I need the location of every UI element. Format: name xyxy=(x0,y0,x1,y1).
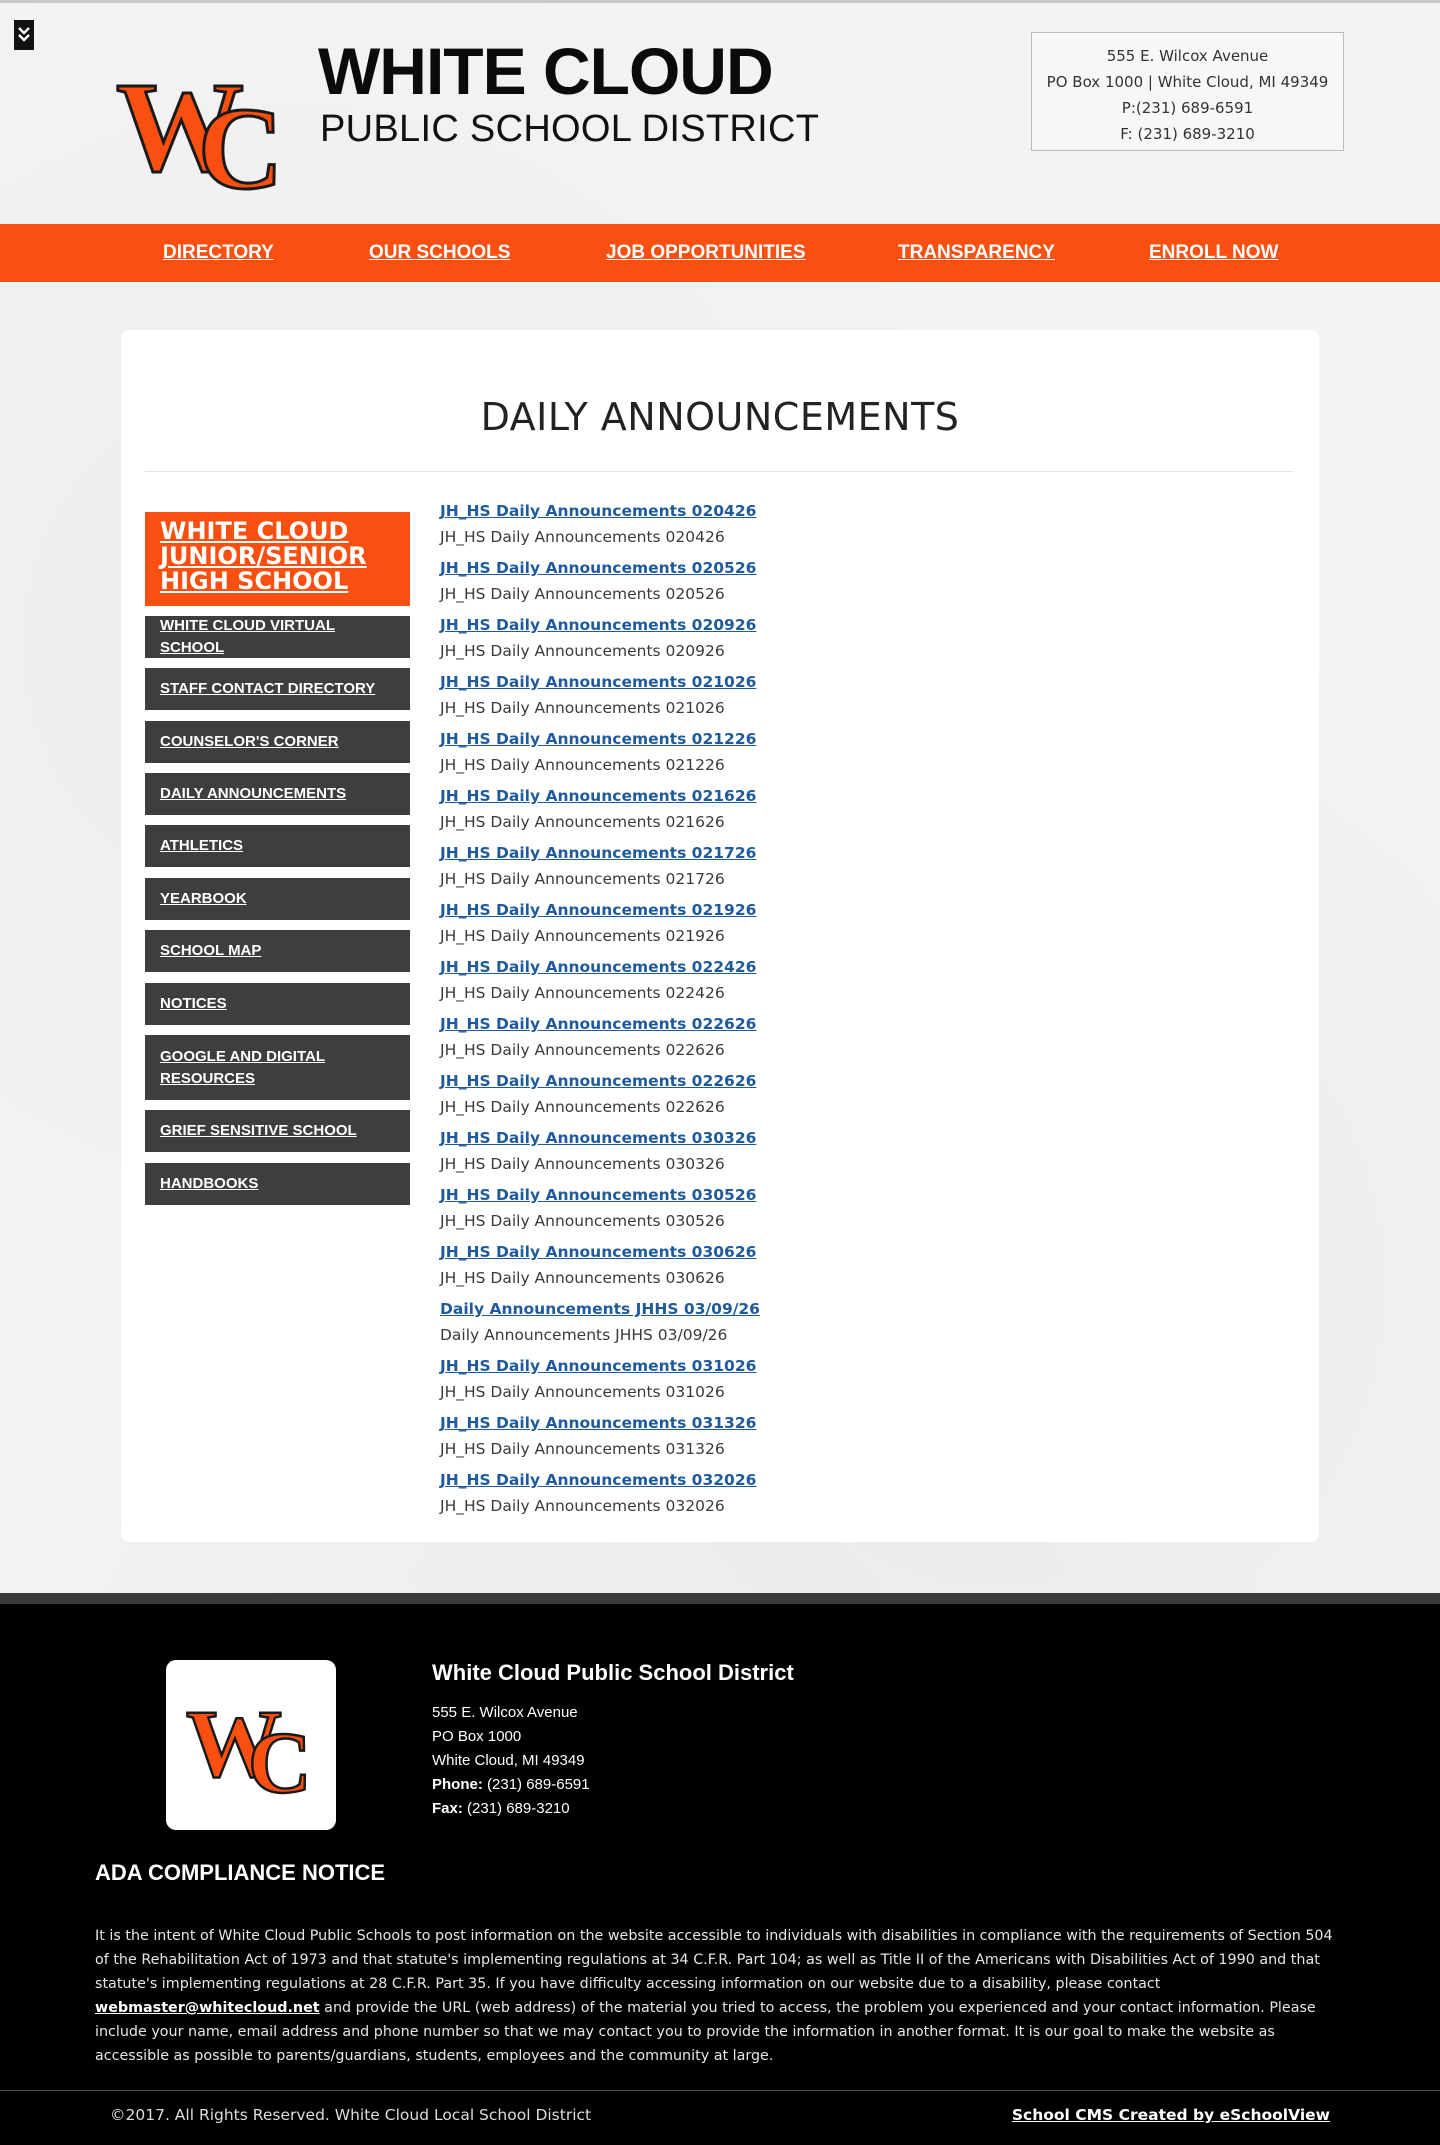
announcement-link[interactable]: JH_HS Daily Announcements 030326 xyxy=(440,1129,757,1147)
nav-our-schools[interactable]: OUR SCHOOLS xyxy=(369,242,511,263)
announcement-description: JH_HS Daily Announcements 021626 xyxy=(440,813,725,831)
announcement-description: JH_HS Daily Announcements 022626 xyxy=(440,1098,725,1116)
sidebar-item-yearbook[interactable]: YEARBOOK xyxy=(145,878,410,920)
nav-enroll-now[interactable]: ENROLL NOW xyxy=(1149,242,1279,263)
wc-logo-icon[interactable] xyxy=(110,48,290,196)
announcement-link[interactable]: JH_HS Daily Announcements 022626 xyxy=(440,1015,757,1033)
announcement-description: Daily Announcements JHHS 03/09/26 xyxy=(440,1326,728,1344)
ada-notice xyxy=(95,1924,1345,2068)
ada-title: ADA COMPLIANCE NOTICE xyxy=(95,1860,386,1885)
sidebar-item-athletics[interactable]: ATHLETICS xyxy=(145,825,410,867)
footer-fax-value: (231) 689-3210 xyxy=(467,1800,570,1817)
announcement-description: JH_HS Daily Announcements 031026 xyxy=(440,1383,725,1401)
footer-po-box: PO Box 1000 xyxy=(432,1728,522,1745)
announcement-description: JH_HS Daily Announcements 022426 xyxy=(440,984,725,1002)
copyright: ©2017. All Rights Reserved. White Cloud Local School District xyxy=(110,2106,592,2124)
announcement-description: JH_HS Daily Announcements 022626 xyxy=(440,1041,725,1059)
announcement-description: JH_HS Daily Announcements 021926 xyxy=(440,927,725,945)
announcement-description: JH_HS Daily Announcements 020426 xyxy=(440,528,725,546)
announcement-link[interactable]: JH_HS Daily Announcements 031026 xyxy=(440,1357,757,1375)
announcement-description: JH_HS Daily Announcements 031326 xyxy=(440,1440,725,1458)
svg-text:C: C xyxy=(198,83,284,196)
svg-text:C: C xyxy=(248,1715,312,1798)
page-title: DAILY ANNOUNCEMENTS xyxy=(480,395,960,439)
header-street: 555 E. Wilcox Avenue xyxy=(1106,47,1269,65)
ada-text-before: It is the intent of White Cloud Public Schools to post information on the website accessible to individuals with disabilities in compliance with the requirements of Section 504 of the Rehabilitation Act of 1973 and that statute's implementing regulations at 34 C.F.R. Part 104; as well as Title II of the Americans with Disabilities Act of 1990 and that statute's implementing regulations at 28 C.F.R. Part 35. If you have difficulty accessing information on our website due to a disability, please contact xyxy=(95,1928,1333,1992)
footer-fax xyxy=(432,1800,570,1817)
sidebar-item-grief-sensitive-school[interactable]: GRIEF SENSITIVE SCHOOL xyxy=(145,1110,410,1152)
announcement-description: JH_HS Daily Announcements 030526 xyxy=(440,1212,725,1230)
footer-city: White Cloud, MI 49349 xyxy=(432,1752,585,1769)
sidebar-item-virtual-school[interactable]: WHITE CLOUD VIRTUAL SCHOOL xyxy=(145,616,410,658)
sidebar-item-counselors-corner[interactable]: COUNSELOR'S CORNER xyxy=(145,721,410,763)
footer-street: 555 E. Wilcox Avenue xyxy=(432,1704,578,1721)
announcement-link[interactable]: JH_HS Daily Announcements 032026 xyxy=(440,1471,757,1489)
announcement-link[interactable]: JH_HS Daily Announcements 020426 xyxy=(440,502,757,520)
announcement-description: JH_HS Daily Announcements 032026 xyxy=(440,1497,725,1515)
svg-text:W: W xyxy=(186,1690,266,1797)
footer-phone xyxy=(432,1776,590,1793)
announcement-description: JH_HS Daily Announcements 020526 xyxy=(440,585,725,603)
nav-directory[interactable]: DIRECTORY xyxy=(163,242,274,263)
announcement-link[interactable]: JH_HS Daily Announcements 022626 xyxy=(440,1072,757,1090)
sidebar-item-staff-directory[interactable]: STAFF CONTACT DIRECTORY xyxy=(145,668,410,710)
announcement-description: JH_HS Daily Announcements 030326 xyxy=(440,1155,725,1173)
nav-job-opportunities[interactable]: JOB OPPORTUNITIES xyxy=(606,242,806,263)
header-address-box xyxy=(1031,32,1344,151)
announcement-link[interactable]: JH_HS Daily Announcements 021726 xyxy=(440,844,757,862)
footer-org-name: White Cloud Public School District xyxy=(432,1660,794,1685)
sidebar-item-google-digital-resources[interactable]: GOOGLE AND DIGITAL RESOURCES xyxy=(145,1035,410,1100)
announcement-link[interactable]: JH_HS Daily Announcements 020926 xyxy=(440,616,757,634)
footer-phone-label: Phone: xyxy=(432,1776,483,1793)
district-subtitle: PUBLIC SCHOOL DISTRICT xyxy=(320,108,820,150)
title-divider xyxy=(145,471,1293,472)
double-chevron-down-icon[interactable] xyxy=(14,20,34,50)
sidebar-item-handbooks[interactable]: HANDBOOKS xyxy=(145,1163,410,1205)
announcement-link[interactable]: JH_HS Daily Announcements 021626 xyxy=(440,787,757,805)
ada-email-link[interactable]: webmaster@whitecloud.net xyxy=(95,2000,320,2016)
footer-top-strip xyxy=(0,1593,1440,1604)
announcement-description: JH_HS Daily Announcements 020926 xyxy=(440,642,725,660)
footer-wc-logo-icon xyxy=(184,1686,318,1798)
header-fax: F: (231) 689-3210 xyxy=(1120,125,1255,143)
sidebar-item-daily-announcements[interactable]: DAILY ANNOUNCEMENTS xyxy=(145,773,410,815)
announcement-link[interactable]: JH_HS Daily Announcements 021226 xyxy=(440,730,757,748)
footer-fax-label: Fax: xyxy=(432,1800,463,1817)
sidebar-item-notices[interactable]: NOTICES xyxy=(145,983,410,1025)
svg-text:W: W xyxy=(116,56,222,196)
footer-phone-value: (231) 689-6591 xyxy=(487,1776,590,1793)
announcement-link[interactable]: Daily Announcements JHHS 03/09/26 xyxy=(440,1300,760,1318)
top-border xyxy=(0,0,1440,3)
announcement-link[interactable]: JH_HS Daily Announcements 021026 xyxy=(440,673,757,691)
announcement-link[interactable]: JH_HS Daily Announcements 031326 xyxy=(440,1414,757,1432)
announcement-link[interactable]: JH_HS Daily Announcements 030626 xyxy=(440,1243,757,1261)
nav-transparency[interactable]: TRANSPARENCY xyxy=(898,242,1055,263)
announcement-link[interactable]: JH_HS Daily Announcements 021926 xyxy=(440,901,757,919)
announcement-link[interactable]: JH_HS Daily Announcements 020526 xyxy=(440,559,757,577)
announcement-description: JH_HS Daily Announcements 030626 xyxy=(440,1269,725,1287)
sidebar-item-school-map[interactable]: SCHOOL MAP xyxy=(145,930,410,972)
announcement-description: JH_HS Daily Announcements 021226 xyxy=(440,756,725,774)
header-po-box: PO Box 1000 | White Cloud, MI 49349 xyxy=(1046,73,1329,91)
announcement-link[interactable]: JH_HS Daily Announcements 022426 xyxy=(440,958,757,976)
announcement-link[interactable]: JH_HS Daily Announcements 030526 xyxy=(440,1186,757,1204)
ada-text-after: and provide the URL (web address) of the material you tried to access, the problem you experienced and your contact information. Please include your name, email address and phone number so that we may contact you to provide the information in another format. It is our goal to make the website as accessible as possible to parents/guardians, students, employees and the community at large. xyxy=(95,2000,1316,2064)
announcement-description: JH_HS Daily Announcements 021726 xyxy=(440,870,725,888)
sidebar-heading-link[interactable]: WHITE CLOUD JUNIOR/SENIOR HIGH SCHOOL xyxy=(145,512,410,606)
announcement-description: JH_HS Daily Announcements 021026 xyxy=(440,699,725,717)
header-phone: P:(231) 689-6591 xyxy=(1121,99,1254,117)
main-nav xyxy=(0,224,1440,282)
district-title: WHITE CLOUD xyxy=(318,34,773,108)
cms-credit-link[interactable]: School CMS Created by eSchoolView xyxy=(1011,2106,1330,2124)
